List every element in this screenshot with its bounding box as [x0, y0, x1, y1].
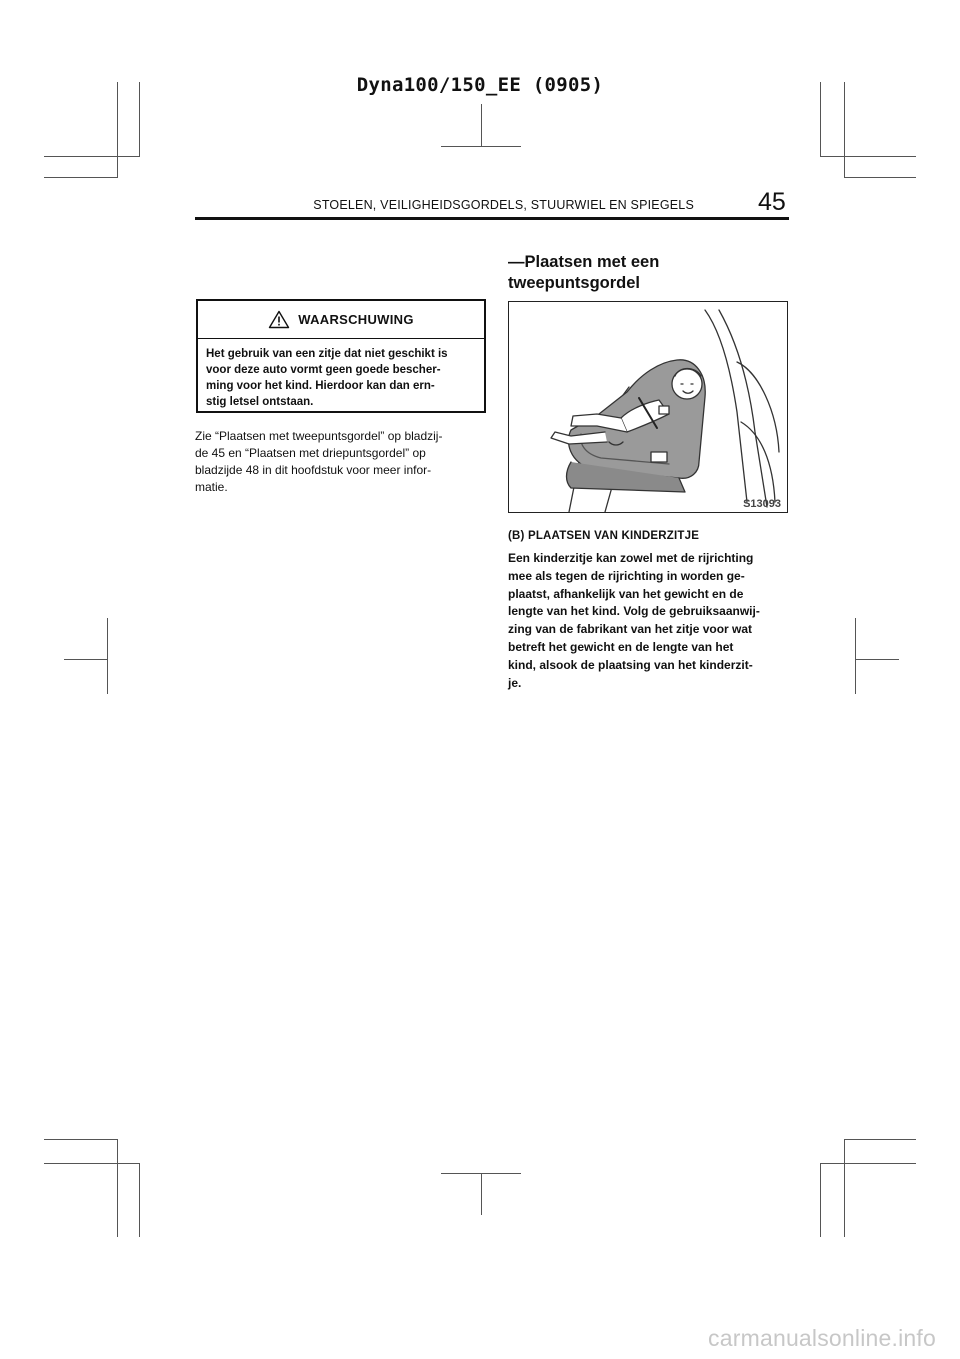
- reference-line: Zie “Plaatsen met tweepuntsgordel” op bladzij-: [195, 429, 443, 443]
- body-line: mee als tegen de rijrichting in worden ge-: [508, 568, 745, 583]
- warning-line: ming voor het kind. Hierdoor kan dan ern-: [206, 380, 435, 392]
- reference-line: matie.: [195, 480, 228, 494]
- reference-line: bladzijde 48 in dit hoofdstuk voor meer infor-: [195, 463, 432, 477]
- warning-triangle-icon: [268, 310, 290, 329]
- warning-title: WAARSCHUWING: [298, 312, 414, 327]
- warning-line: voor deze auto vormt geen goede bescher-: [206, 364, 441, 376]
- subheading: (B) PLAATSEN VAN KINDERZITJE: [508, 530, 700, 542]
- reference-paragraph: [195, 428, 495, 496]
- section-title: STOELEN, VEILIGHEIDSGORDELS, STUURWIEL EN SPIEGELS: [313, 198, 694, 212]
- warning-text: [198, 339, 484, 410]
- body-line: je.: [508, 675, 522, 690]
- body-line: plaatst, afhankelijk van het gewicht en de: [508, 586, 744, 601]
- reference-line: de 45 en “Plaatsen met driepuntsgordel” op: [195, 446, 426, 460]
- body-line: betreft het gewicht en de lengte van het: [508, 639, 734, 654]
- body-paragraph: [508, 550, 798, 692]
- child-seat-illustration: [508, 301, 788, 513]
- watermark: carmanualsonline.info: [708, 1325, 936, 1351]
- header-rule: [195, 217, 789, 220]
- section-heading: [508, 252, 659, 294]
- warning-header: [198, 301, 484, 339]
- document-code: Dyna100/150_EE (0905): [356, 74, 604, 96]
- warning-box: [196, 299, 486, 413]
- page-number: 45: [758, 188, 786, 216]
- body-line: zing van de fabrikant van het zitje voor wat: [508, 622, 753, 637]
- figure-id: S13093: [743, 498, 781, 510]
- body-line: lengte van het kind. Volg de gebruiksaanwij-: [508, 604, 760, 619]
- warning-line: Het gebruik van een zitje dat niet geschikt is: [206, 348, 448, 360]
- heading-line: tweepuntsgordel: [508, 274, 641, 292]
- warning-line: stig letsel ontstaan.: [206, 396, 314, 408]
- body-line: kind, alsook de plaatsing van het kinderzit-: [508, 657, 753, 672]
- body-line: Een kinderzitje kan zowel met de rijrichting: [508, 551, 754, 565]
- child-seat-drawing: [509, 302, 787, 512]
- heading-line: —Plaatsen met een: [508, 253, 660, 271]
